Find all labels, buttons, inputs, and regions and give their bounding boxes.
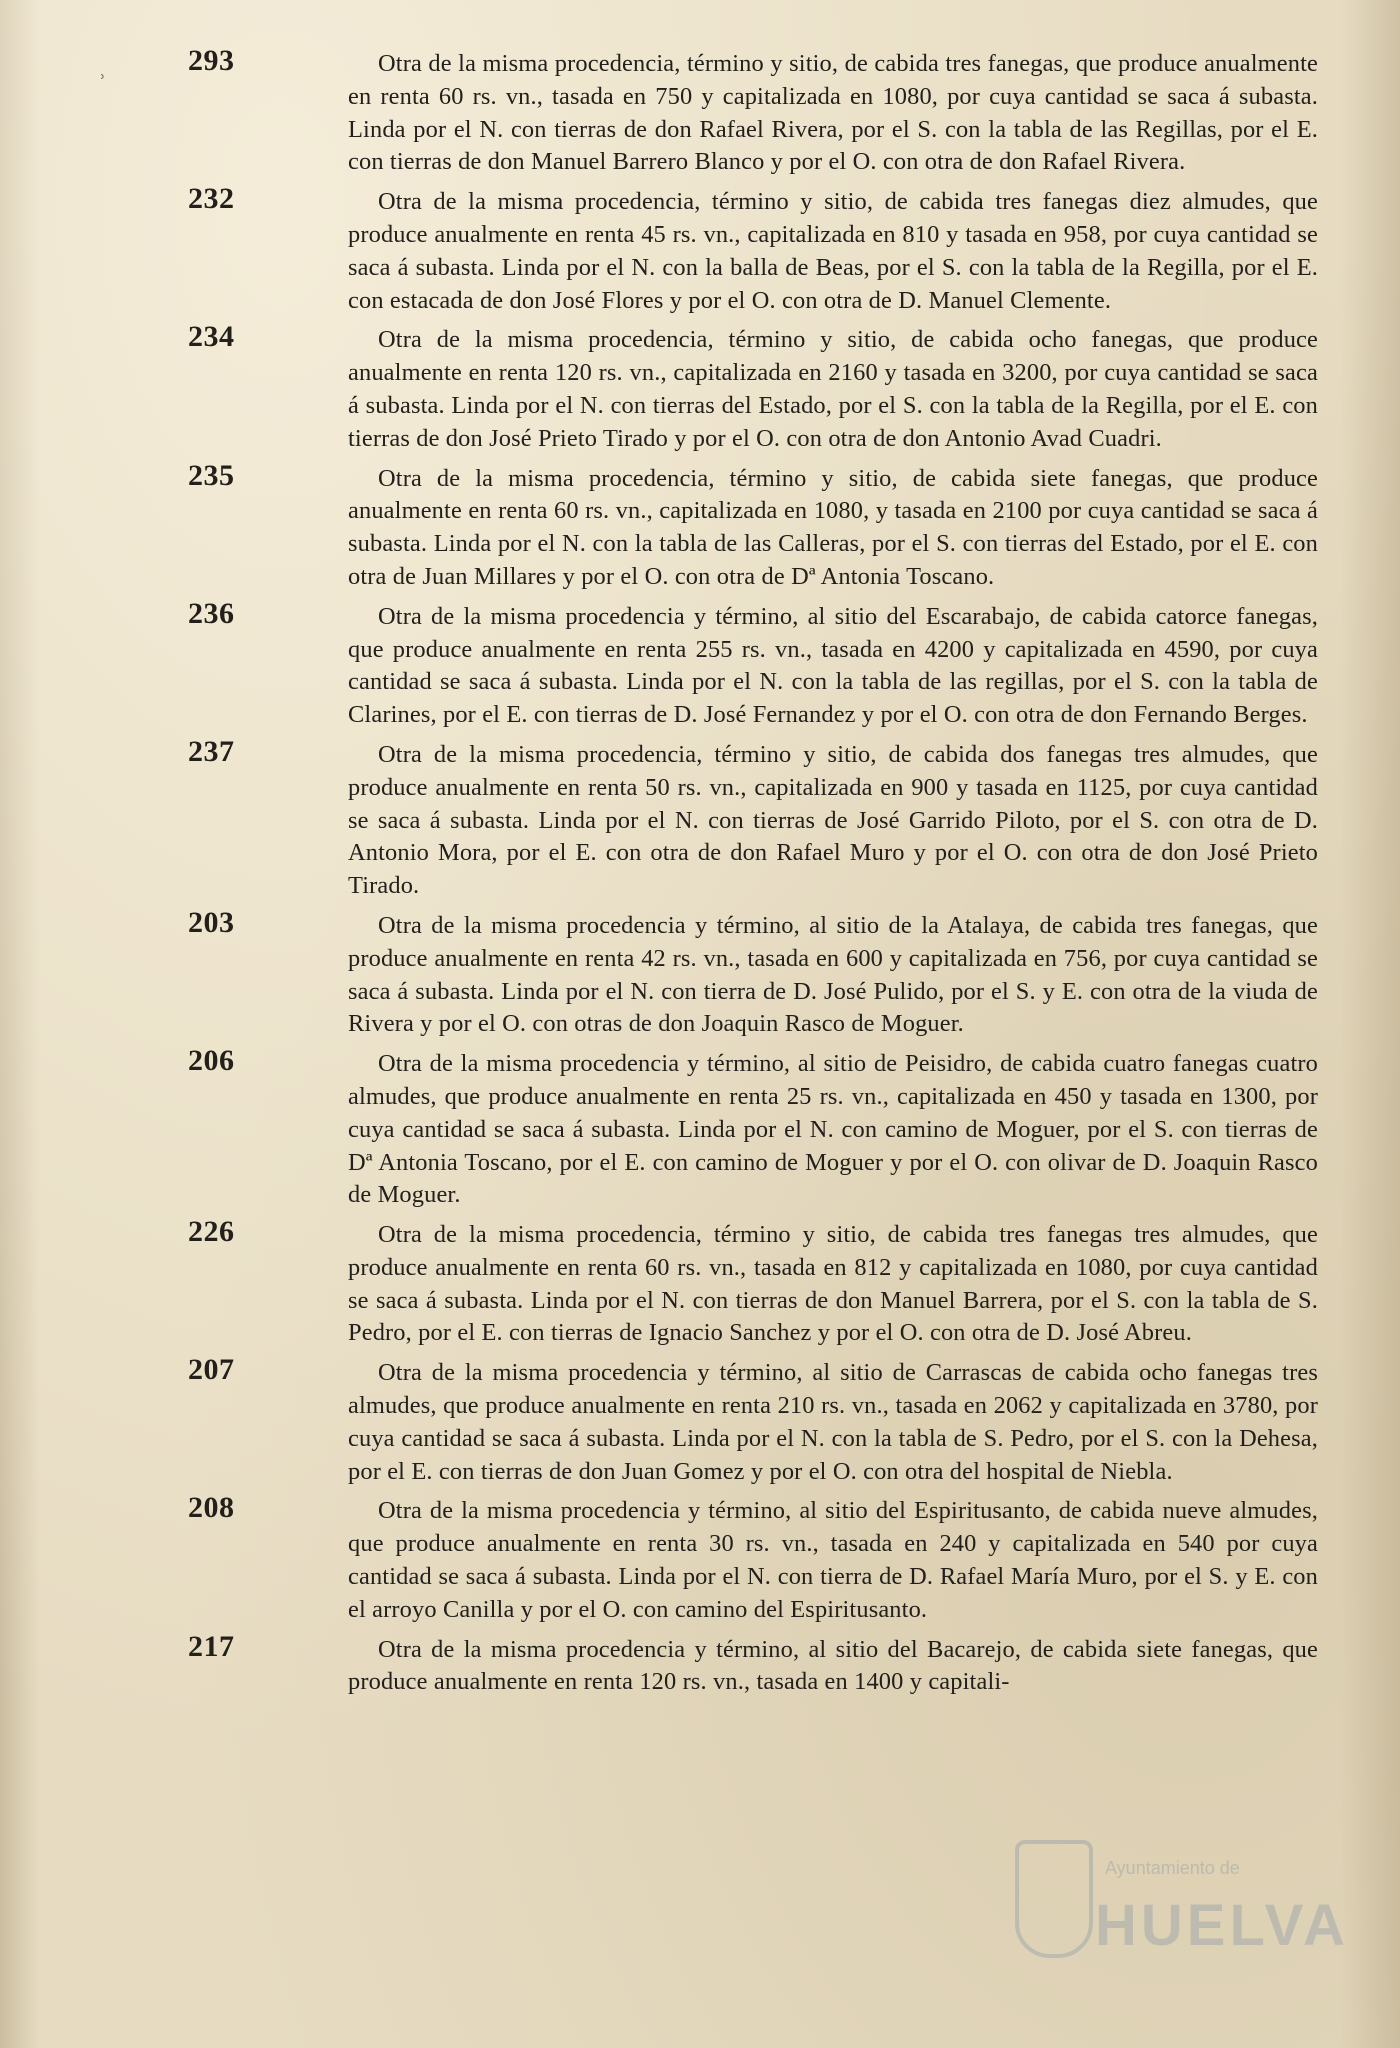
lot-description: Otra de la misma procedencia, término y sitio, de cabida siete fanegas, que produce anualmente en renta 60 rs. vn., capitalizada en 1080, y tasada en 2100 por cuya cantidad se saca á subasta. Linda por el N. con la tabla de las Calleras, por el S. con tierras del Estado, por el E. con otra de Juan Millares y por el O. con otra de Dª Antonia Toscano. bbox=[348, 464, 1318, 590]
lot-number: 237 bbox=[188, 734, 235, 768]
lot-number: 232 bbox=[188, 182, 235, 216]
lot-number: 208 bbox=[188, 1491, 235, 1525]
lot-description: Otra de la misma procedencia y término, al sitio del Espiritusanto, de cabida nueve almudes, que produce anualmente en renta 30 rs. vn., tasada en 240 y capitalizada en 540 por cuya cantidad se saca á subasta. Linda por el N. con tierra de D. Rafael María Muro, por el S. y E. con el arroyo Canilla y por el O. con camino del Espiritusanto. bbox=[348, 1497, 1318, 1623]
watermark-word: HUELVA bbox=[1095, 1893, 1349, 1958]
lot-number: 203 bbox=[188, 905, 235, 939]
lot-number: 207 bbox=[188, 1353, 235, 1387]
lot-entry bbox=[0, 1353, 1400, 1488]
margin-mark: ʾ bbox=[98, 70, 107, 99]
lot-number: 235 bbox=[188, 458, 235, 492]
lot-entry bbox=[0, 596, 1400, 732]
lot-entry bbox=[0, 1215, 1400, 1350]
lot-entry bbox=[0, 1491, 1400, 1626]
lot-description: Otra de la misma procedencia y término, al sitio de la Atalaya, de cabida tres fanegas, que produce anualmente en renta 42 rs. vn., tasada en 600 y capitalizada en 756, por cuya cantidad se saca á subasta. Linda por el N. con tierra de D. José Pulido, por el S. y E. con otra de la viuda de Rivera y por el O. con otras de don Joaquin Rasco de Moguer. bbox=[348, 911, 1318, 1038]
lot-description: Otra de la misma procedencia y término, al sitio de Carrascas de cabida ocho fanegas tres almudes, que produce anualmente en renta 210 rs. vn., tasada en 2062 y capitalizada en 3780, por cuya cantidad se saca á subasta. Linda por el N. con la tabla de S. Pedro, por el S. con la Dehesa, por el E. con tierras de don Juan Gomez y por el O. con otra del hospital de Niebla. bbox=[348, 1359, 1318, 1485]
lot-description: Otra de la misma procedencia y término, al sitio del Bacarejo, de cabida siete fanegas, que produce anualmente en renta 120 rs. vn., tasada en 1400 y capitali- bbox=[348, 1635, 1318, 1696]
lot-description: Otra de la misma procedencia, término y sitio, de cabida dos fanegas tres almudes, que produce anualmente en renta 50 rs. vn., capitalizada en 900 y tasada en 1125, por cuya cantidad se saca á subasta. Linda por el N. con tierras de José Garrido Piloto, por el S. con otra de D. Antonio Mora, por el E. con otra de don Rafael Muro y por el O. con otra de don José Prieto Tirado. bbox=[348, 740, 1318, 900]
lot-number: 226 bbox=[188, 1215, 235, 1249]
lot-entry bbox=[0, 320, 1400, 455]
lot-entry bbox=[0, 44, 1400, 179]
lot-description: Otra de la misma procedencia y término, al sitio de Peisidro, de cabida cuatro fanegas cuatro almudes, que produce anualmente en renta 25 rs. vn., capitalizada en 450 y tasada en 1300, por cuya cantidad se saca á subasta. Linda por el N. con camino de Moguer, por el S. con tierras de Dª Antonia Toscano, por el E. con camino de Moguer y por el O. con olivar de D. Joaquin Rasco de Moguer. bbox=[348, 1050, 1318, 1209]
shield-icon bbox=[1015, 1840, 1093, 1958]
lot-description: Otra de la misma procedencia y término, al sitio del Escarabajo, de cabida catorce fanegas, que produce anualmente en renta 255 rs. vn., tasada en 4200 y capitalizada en 4590, por cuya cantidad se saca á subasta. Linda por el N. con la tabla de las regillas, por el S. con la tabla de Clarines, por el E. con tierras de D. José Fernandez y por el O. con otra de don Fernando Berges. bbox=[348, 602, 1318, 729]
archive-watermark bbox=[995, 1840, 1349, 2030]
lot-number: 234 bbox=[188, 320, 235, 354]
lot-entry bbox=[0, 734, 1400, 903]
lot-entry bbox=[0, 905, 1400, 1041]
lot-entry bbox=[0, 458, 1400, 594]
lot-number: 206 bbox=[188, 1044, 235, 1078]
lot-number: 217 bbox=[188, 1629, 235, 1663]
document-page bbox=[0, 44, 1400, 1706]
lot-description: Otra de la misma procedencia, término y sitio, de cabida ocho fanegas, que produce anualmente en renta 120 rs. vn., capitalizada en 2160 y tasada en 3200, por cuya cantidad se saca á subasta. Linda por el N. con tierras del Estado, por el S. con la tabla de la Regilla, por el E. con tierras de don José Prieto Tirado y por el O. con otra de don Antonio Avad Cuadri. bbox=[348, 326, 1318, 452]
watermark-caption: Ayuntamiento de bbox=[1105, 1858, 1240, 1878]
lot-description: Otra de la misma procedencia, término y sitio, de cabida tres fanegas diez almudes, que produce anualmente en renta 45 rs. vn., capitalizada en 810 y tasada en 958, por cuya cantidad se saca á subasta. Linda por el N. con la balla de Beas, por el S. con la tabla de la Regilla, por el E. con estacada de don José Flores y por el O. con otra de D. Manuel Clemente. bbox=[348, 188, 1318, 314]
lot-description: Otra de la misma procedencia, término y sitio, de cabida tres fanegas, que produce anualmente en renta 60 rs. vn., tasada en 750 y capitalizada en 1080, por cuya cantidad se saca á subasta. Linda por el N. con tierras de don Rafael Rivera, por el S. con la tabla de las Regillas, por el E. con tierras de don Manuel Barrero Blanco y por el O. con otra de don Rafael Rivera. bbox=[348, 50, 1318, 176]
lot-description: Otra de la misma procedencia, término y sitio, de cabida tres fanegas tres almudes, que produce anualmente en renta 60 rs. vn., tasada en 812 y capitalizada en 1080, por cuya cantidad se saca á subasta. Linda por el N. con tierras de don Manuel Barrera, por el S. con la tabla de S. Pedro, por el E. con tierras de Ignacio Sanchez y por el O. con otra de D. José Abreu. bbox=[348, 1221, 1318, 1347]
lot-entry bbox=[0, 1044, 1400, 1212]
lot-entry bbox=[0, 1629, 1400, 1700]
lot-number: 236 bbox=[188, 596, 235, 630]
lot-number: 293 bbox=[188, 44, 235, 77]
lot-entry bbox=[0, 182, 1400, 317]
